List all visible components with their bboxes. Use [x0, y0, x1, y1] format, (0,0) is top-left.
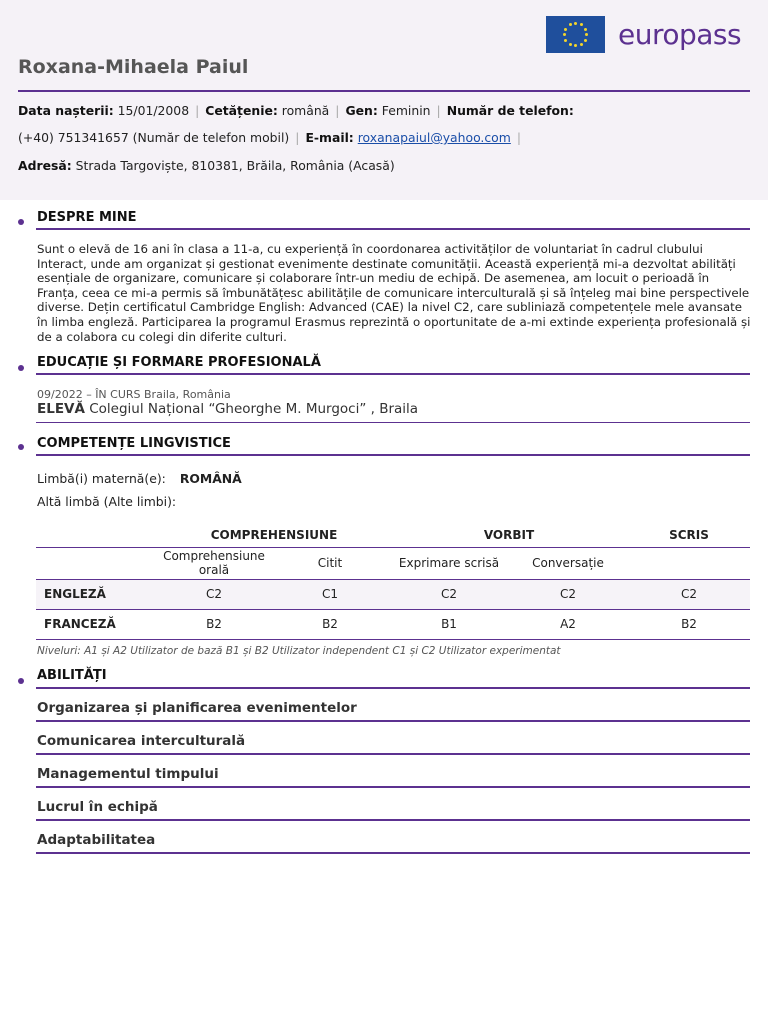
eu-star-icon [569, 43, 572, 46]
skill-item: Comunicarea interculturală [37, 733, 246, 749]
eu-star-icon [584, 28, 587, 31]
address-value: Strada Targoviște, 810381, Brăila, România (Acasă) [75, 158, 395, 173]
section-bullet [18, 444, 24, 450]
about-text: Sunt o elevă de 16 ani în clasa a 11-a, cu experiență în coordonarea activităților de voluntariat în cadrul clubului Interact, unde am organizat și gestionat evenimente destinate comunității. Această experiență mi-a dezvoltat abilități esențiale de organizare, comunicare și colaborare într-un mediu de echipă. De asemenea, am locuit o perioadă în Franța, ceea ce mi-a permis să îmbunătățesc abilitățile de comunicare interculturală și să înțeleg mai bine perspectivele diverse. Dețin certificatul Cambridge English: Advanced (CAE) la nivel C2, care subliniază competențele mele avansate în limba engleză. Participarea la programul Erasmus reprezintă o oportunitate de a-mi extinde experiența profesională și de a colabora cu colegi din diferite culturi. [37, 242, 751, 344]
email-link[interactable]: roxanapaiul@yahoo.com [357, 130, 511, 145]
skill-item: Managementul timpului [37, 766, 219, 782]
languages-divider [36, 454, 750, 456]
languages-title: COMPETENȚE LINGVISTICE [37, 436, 231, 451]
education-divider [36, 373, 750, 375]
skill-divider [36, 753, 750, 755]
cv-header [0, 0, 768, 200]
language-name: FRANCEZĂ [36, 609, 158, 639]
skill-divider [36, 819, 750, 821]
language-level: C2 [158, 579, 270, 609]
group-header-writing: SCRIS [628, 523, 750, 547]
skill-item: Organizarea și planificarea evenimentelor [37, 700, 357, 716]
citizenship-value: română [281, 103, 330, 118]
person-name: Roxana-Mihaela Paiul [18, 56, 249, 78]
phone-label: Număr de telefon: [446, 103, 574, 118]
language-level: B1 [390, 609, 508, 639]
skill-divider [36, 786, 750, 788]
phone-value: (+40) 751341657 (Număr de telefon mobil) [18, 130, 290, 145]
personal-info-line-1: Data nașterii: 15/01/2008 | Cetățenie: română | Gen: Feminin | Număr de telefon: [18, 103, 574, 118]
language-level: C1 [270, 579, 390, 609]
email-label: E-mail: [305, 130, 354, 145]
language-level: B2 [158, 609, 270, 639]
native-language-row [37, 471, 242, 486]
birth-label: Data nașterii: [18, 103, 114, 118]
education-entry [37, 401, 418, 417]
eu-star-icon [574, 22, 577, 25]
language-table-group-header [36, 523, 750, 547]
europass-logo-text: europass [618, 18, 742, 51]
personal-info-line-3 [18, 158, 395, 173]
europass-logo [546, 16, 741, 53]
birth-value: 15/01/2008 [117, 103, 190, 118]
language-level: B2 [270, 609, 390, 639]
language-table-sub-header [36, 547, 750, 579]
eu-star-icon [584, 39, 587, 42]
skill-item: Lucrul în echipă [37, 799, 158, 815]
education-role: ELEVĂ [37, 401, 85, 417]
sub-header-conversation: Conversație [508, 547, 628, 579]
eu-star-icon [564, 28, 567, 31]
other-languages-label: Altă limbă (Alte limbi): [37, 494, 177, 509]
group-header-speaking: VORBIT [390, 523, 628, 547]
native-language-label: Limbă(i) maternă(e): [37, 471, 166, 486]
eu-flag-icon [546, 16, 605, 53]
education-entry-divider [36, 422, 750, 423]
language-level: C2 [390, 579, 508, 609]
eu-star-icon [585, 33, 588, 36]
skills-divider [36, 687, 750, 689]
education-title: EDUCAȚIE ȘI FORMARE PROFESIONALĂ [37, 355, 321, 370]
about-title: DESPRE MINE [37, 210, 137, 225]
sub-header-written-expression: Exprimare scrisă [390, 547, 508, 579]
language-level: A2 [508, 609, 628, 639]
eu-star-icon [580, 23, 583, 26]
language-table [36, 523, 750, 640]
eu-star-icon [580, 43, 583, 46]
group-header-comprehension: COMPREHENSIUNE [158, 523, 390, 547]
header-divider [18, 90, 750, 92]
sub-header-listening: Comprehensiune orală [158, 547, 270, 579]
personal-info-line-2: (+40) 751341657 (Număr de telefon mobil) | E-mail: roxanapaiul@yahoo.com | [18, 130, 522, 145]
section-bullet [18, 678, 24, 684]
sub-header-reading: Citit [270, 547, 390, 579]
skill-item: Adaptabilitatea [37, 832, 156, 848]
education-institution: Colegiul Național “Gheorghe M. Murgoci” , Braila [89, 401, 419, 417]
skill-divider [36, 720, 750, 722]
gender-label: Gen: [345, 103, 378, 118]
eu-star-icon [569, 23, 572, 26]
language-level: B2 [628, 609, 750, 639]
skills-title: ABILITĂȚI [37, 668, 107, 683]
gender-value: Feminin [381, 103, 431, 118]
section-bullet [18, 219, 24, 225]
eu-star-icon [563, 33, 566, 36]
eu-star-icon [564, 39, 567, 42]
citizenship-label: Cetățenie: [205, 103, 278, 118]
about-divider [36, 228, 750, 230]
levels-note: Niveluri: A1 și A2 Utilizator de bază B1 și B2 Utilizator independent C1 și C2 Utilizator experimentat [37, 645, 561, 657]
native-language-value: ROMÂNĂ [179, 471, 242, 486]
language-level: C2 [508, 579, 628, 609]
language-level: C2 [628, 579, 750, 609]
eu-star-icon [574, 44, 577, 47]
language-name: ENGLEZĂ [36, 579, 158, 609]
education-date-location: 09/2022 – ÎN CURS Braila, România [37, 388, 231, 401]
address-label: Adresă: [18, 158, 72, 173]
skill-divider [36, 852, 750, 854]
table-row [36, 609, 750, 639]
section-bullet [18, 365, 24, 371]
table-row [36, 579, 750, 609]
